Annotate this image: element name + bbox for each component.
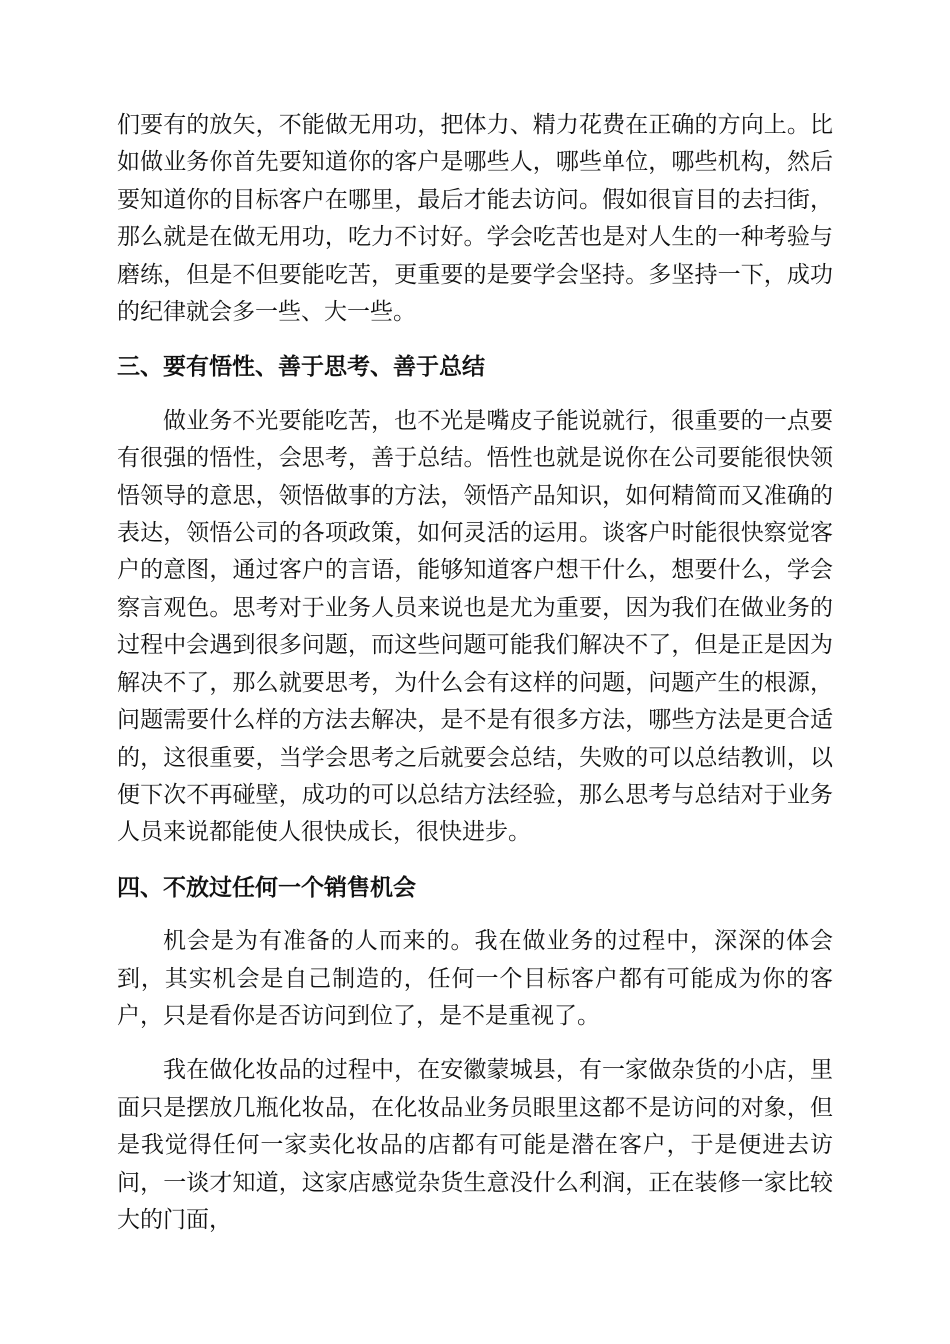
section-heading-4: 四、不放过任何一个销售机会 [117,873,416,901]
spacer [117,386,833,403]
spacer [117,852,833,869]
spacer [117,331,833,348]
spacer [117,906,833,923]
paragraph-section-4-b: 我在做化妆品的过程中，在安徽蒙城县，有一家做杂货的小店，里面只是摆放几瓶化妆品，在化妆品业务员眼里这都不是访问的对象，但是我觉得任何一家卖化妆品的店都有可能是潜在客户，于是便进去访问，一谈才知道，这家店感觉杂货生意没什么利润，正在装修一家比较大的门面， [117,1057,833,1233]
paragraph-section-3: 做业务不光要能吃苦，也不光是嘴皮子能说就行，很重要的一点要有很强的悟性，会思考，善于总结。悟性也就是说你在公司要能很快领悟领导的意思，领悟做事的方法，领悟产品知识，如何精简而又准确的表达，领悟公司的各项政策，如何灵活的运用。谈客户时能很快察觉客户的意图，通过客户的言语，能够知道客户想干什么，想要什么，学会察言观色。思考对于业务人员来说也是尤为重要，因为我们在做业务的过程中会遇到很多问题，而这些问题可能我们解决不了，但是正是因为解决不了，那么就要思考，为什么会有这样的问题，问题产生的根源，问题需要什么样的方法去解决，是不是有很多方法，哪些方法是更合适的，这很重要，当学会思考之后就要会总结，失败的可以总结教训，以便下次不再碰壁，成功的可以总结方法经验，那么思考与总结对于业务人员来说都能使人很快成长，很快进步。 [117,407,833,846]
paragraph-continuation: 们要有的放矢，不能做无用功，把体力、精力花费在正确的方向上。比如做业务你首先要知道你的客户是哪些人，哪些单位，哪些机构，然后要知道你的目标客户在哪里，最后才能去访问。假如很盲目的去扫街，那么就是在做无用功，吃力不讨好。学会吃苦也是对人生的一种考验与磨练，但是不但要能吃苦，更重要的是要学会坚持。多坚持一下，成功的纪律就会多一些、大一些。 [117,112,833,326]
spacer [117,1035,833,1052]
document-page [117,107,833,1239]
section-heading-3: 三、要有悟性、善于思考、善于总结 [117,353,485,381]
paragraph-section-4-a: 机会是为有准备的人而来的。我在做业务的过程中，深深的体会到，其实机会是自己制造的，任何一个目标客户都有可能成为你的客户，只是看你是否访问到位了，是不是重视了。 [117,928,833,1029]
